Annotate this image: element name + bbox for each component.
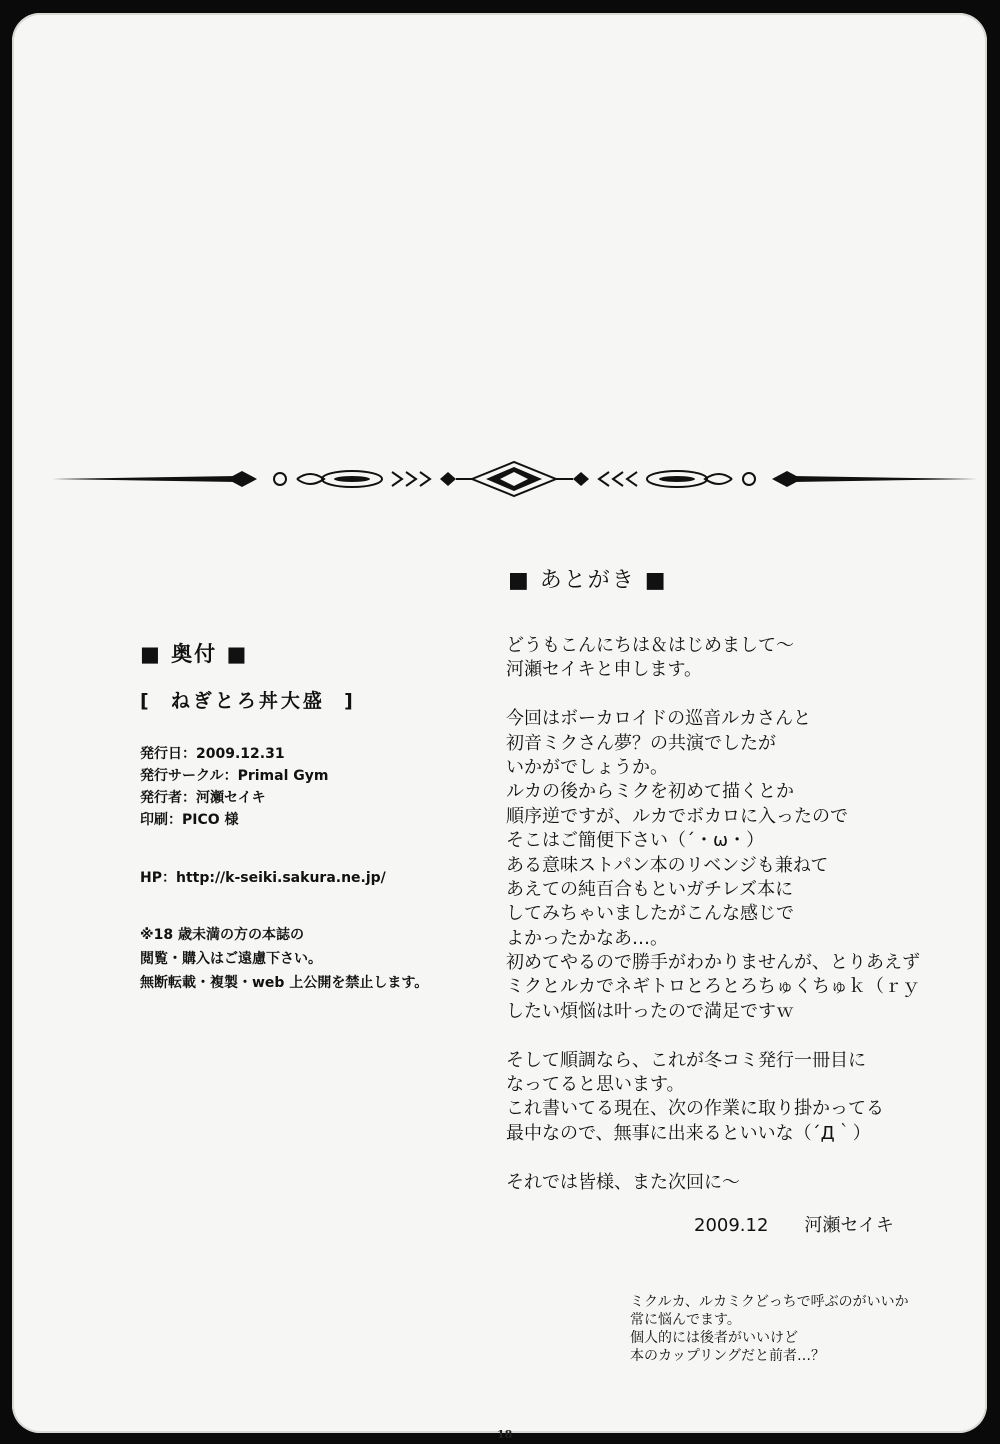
afterword-line: いかがでしょうか。 [506, 756, 668, 778]
afterword-line [506, 683, 946, 707]
note-line: 個人的には後者がいいけど [630, 1330, 798, 1346]
notice-line: 無断転載・複製・web 上公開を禁止します。 [140, 975, 429, 991]
afterword-line: 順序逆ですが、ルカでボカロに入ったので [506, 805, 848, 827]
publication-info [140, 743, 480, 831]
afterword-line: ルカの後からミクを初めて描くとか [506, 781, 794, 803]
afterword-heading: ■ あとがき ■ [508, 568, 668, 593]
book-title: [ ねぎとろ丼大盛 ] [140, 690, 356, 712]
afterword-line: どうもこんにちは＆はじめまして～ [506, 635, 794, 656]
afterword-line: 初めてやるので勝手がわかりませんが、とりあえず [506, 952, 920, 974]
afterword-line: 今回はボーカロイドの巡音ルカさんと [506, 708, 812, 730]
page-number: 18 [497, 1428, 513, 1441]
note-line: 本のカップリングだと前者…？ [630, 1348, 826, 1364]
afterword-line: あえての純百合もといガチレズ本に [506, 878, 794, 900]
info-label: 発行サークル： [140, 768, 238, 784]
info-row-circle [140, 765, 480, 787]
afterword-line: 初音ミクさん夢？の共演でしたが [506, 732, 776, 754]
afterword-line: してみちゃいましたがこんな感じで [506, 903, 794, 925]
info-row-publisher [140, 787, 480, 809]
colophon-heading: ■ 奥付 ■ [140, 642, 249, 666]
afterword-body [506, 634, 946, 1195]
divider-ornament [52, 459, 977, 499]
note-line: 常に悩んでます。 [630, 1312, 741, 1328]
afterword-line [506, 1146, 946, 1170]
notice-line: 閲覧・購入はご遠慮下さい。 [140, 951, 322, 967]
afterword-line: したい煩悩は叶ったので満足ですｗ [506, 1000, 794, 1022]
age-notice [140, 923, 480, 995]
info-value: 河瀬セイキ [196, 790, 266, 806]
info-value: PICO 様 [182, 812, 239, 828]
afterword-line: 最中なので、無事に出来るといいな（´Д｀） [506, 1122, 871, 1144]
colophon [140, 638, 480, 995]
homepage-url: HP：http://k-seiki.sakura.ne.jp/ [140, 870, 386, 886]
side-note [630, 1293, 950, 1365]
afterword-line: ミクとルカでネギトロとろとろちゅくちゅｋ（ｒｙ [506, 976, 920, 998]
info-row-printer [140, 809, 480, 831]
afterword-line: そして順調なら、これが冬コミ発行一冊目に [506, 1049, 866, 1071]
page [12, 13, 987, 1441]
afterword-line: そこはご簡便下さい（´・ω・） [506, 830, 765, 852]
afterword [506, 563, 946, 1236]
afterword-line: これ書いてる現在、次の作業に取り掛かってる [506, 1098, 884, 1120]
notice-line: ※18 歳未満の方の本誌の [140, 927, 304, 943]
afterword-signature: 2009.12 河瀬セイキ [694, 1215, 894, 1236]
info-row-date [140, 743, 480, 765]
afterword-line: それでは皆様、また次回に～ [506, 1171, 740, 1193]
info-label: 印刷： [140, 812, 182, 828]
afterword-line: ある意味ストパン本のリベンジも兼ねて [506, 854, 829, 876]
afterword-line: なってると思います。 [506, 1074, 685, 1096]
afterword-line: よかったかなあ…。 [506, 927, 668, 949]
info-label: 発行者： [140, 790, 196, 806]
info-value: Primal Gym [237, 768, 329, 784]
afterword-line: 河瀬セイキと申します。 [506, 659, 703, 681]
afterword-line [506, 1024, 946, 1048]
note-line: ミクルカ、ルカミクどっちで呼ぶのがいいか [630, 1294, 909, 1310]
info-value: 2009.12.31 [196, 746, 285, 762]
info-label: 発行日： [140, 746, 196, 762]
